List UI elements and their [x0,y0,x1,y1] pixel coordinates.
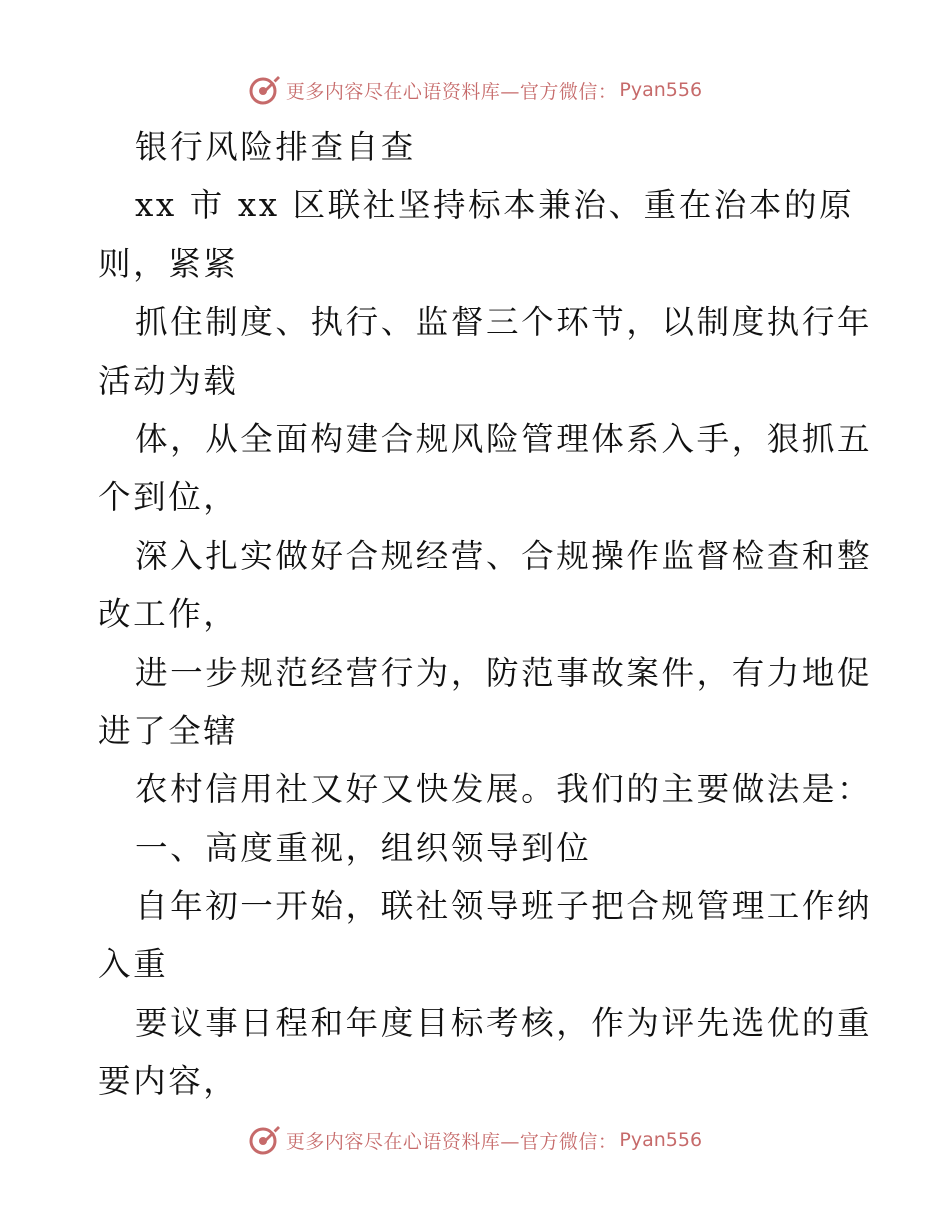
text-line: 活动为载 [98,361,239,400]
quill-pen-logo-icon [248,73,282,107]
section-heading: 一、高度重视，组织领导到位 [135,828,592,867]
text-line: xx 市 xx 区联社坚持标本兼治、重在治本的原 [135,186,855,225]
text-line: 进一步规范经营行为，防范事故案件，有力地促 [135,653,873,692]
text-line: 要内容， [98,1062,239,1101]
text-line: 自年初一开始，联社领导班子把合规管理工作纳 [135,887,873,926]
text-line: 个到位， [98,478,239,517]
watermark-text: 更多内容尽在心语资料库—官方微信： [285,80,618,103]
text-line: 体，从全面构建合规风险管理体系入手，狠抓五 [135,419,873,458]
watermark-wechat-id: Pyan556 [619,1129,703,1151]
text-line: 农村信用社又好又快发展。我们的主要做法是： [135,770,873,809]
footer-watermark [0,1120,950,1160]
text-line: 深入扎实做好合规经营、合规操作监督检查和整 [135,536,873,575]
text-line: 入重 [98,945,169,984]
watermark-text: 更多内容尽在心语资料库—官方微信： [285,1130,618,1153]
text-line: 则，紧紧 [98,244,239,283]
document-body [98,118,873,1111]
text-line: 改工作， [98,595,239,634]
quill-pen-logo-icon [248,1123,282,1157]
text-line: 进了全辖 [98,711,239,750]
text-line: 抓住制度、执行、监督三个环节，以制度执行年 [135,303,873,342]
header-watermark [0,70,950,110]
watermark-wechat-id: Pyan556 [619,79,703,101]
document-title: 银行风险排查自查 [135,128,416,166]
text-line: 要议事日程和年度目标考核，作为评先选优的重 [135,1003,873,1042]
